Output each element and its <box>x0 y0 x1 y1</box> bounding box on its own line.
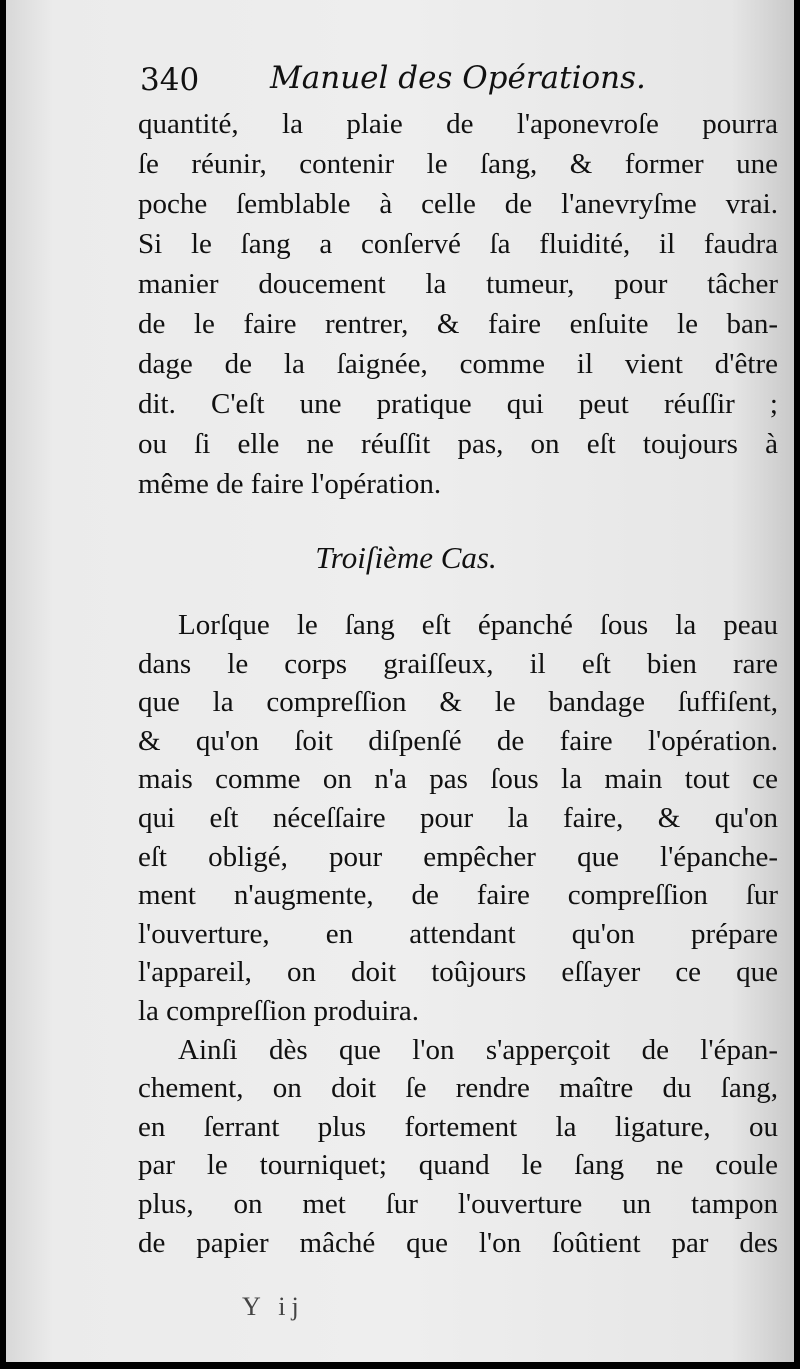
text-line: qui eſt néceſſaire pour la faire, & qu'on <box>138 801 778 834</box>
paper-sheet <box>6 0 794 1362</box>
text-line: quantité, la plaie de l'aponevroſe pourra <box>138 108 778 140</box>
text-line: dans le corps graiſſeux, il eſt bien rare <box>138 647 778 680</box>
running-header <box>140 56 780 100</box>
running-title: Manuel des Opérations. <box>270 60 646 96</box>
text-line: l'ouverture, en attendant qu'on prépare <box>138 917 778 950</box>
page-number: 340 <box>140 62 200 98</box>
text-line: eſt obligé, pour empêcher que l'épanche- <box>138 840 778 873</box>
text-line: Ainſi dès que l'on s'apperçoit de l'épan- <box>178 1033 778 1066</box>
text-line: par le tourniquet; quand le ſang ne coule <box>138 1149 778 1182</box>
text-line: plus, on met ſur l'ouverture un tampon <box>138 1187 778 1220</box>
paragraph-troisieme-cas <box>138 606 778 1262</box>
text-line: dage de la ſaignée, comme il vient d'être <box>138 348 778 380</box>
text-line: chement, on doit ſe rendre maître du ſang, <box>138 1072 778 1105</box>
text-line: & qu'on ſoit diſpenſé de faire l'opération. <box>138 724 778 757</box>
text-line: la compreſſion produira. <box>138 994 420 1027</box>
text-line: même de faire l'opération. <box>138 468 442 500</box>
text-line: que la compreſſion & le bandage ſuffiſent, <box>138 686 778 719</box>
text-line: mais comme on n'a pas ſous la main tout ce <box>138 763 778 796</box>
text-line: ſe réunir, contenir le ſang, & former une <box>138 148 778 180</box>
paragraph-continuation <box>138 104 778 504</box>
text-line: de papier mâché que l'on ſoûtient par des <box>138 1226 778 1259</box>
text-line: manier doucement la tumeur, pour tâcher <box>138 268 778 300</box>
text-line: en ſerrant plus fortement la ligature, ou <box>138 1110 778 1143</box>
text-line: ment n'augmente, de faire compreſſion ſur <box>138 879 778 912</box>
text-line: de le faire rentrer, & faire enſuite le ban- <box>138 308 778 340</box>
signature-mark: Y ij <box>242 1292 305 1321</box>
text-line: Lorſque le ſang eſt épanché ſous la peau <box>178 609 778 641</box>
text-line: poche ſemblable à celle de l'anevryſme vrai. <box>138 188 778 220</box>
text-line: Si le ſang a conſervé ſa fluidité, il faudra <box>138 228 778 260</box>
section-heading: Troiſième Cas. <box>315 540 497 575</box>
text-line: ou ſi elle ne réuſſit pas, on eſt toujours à <box>138 428 778 460</box>
text-line: dit. C'eſt une pratique qui peut réuſſir ; <box>138 388 778 420</box>
text-line: l'appareil, on doit toûjours eſſayer ce que <box>138 956 778 989</box>
